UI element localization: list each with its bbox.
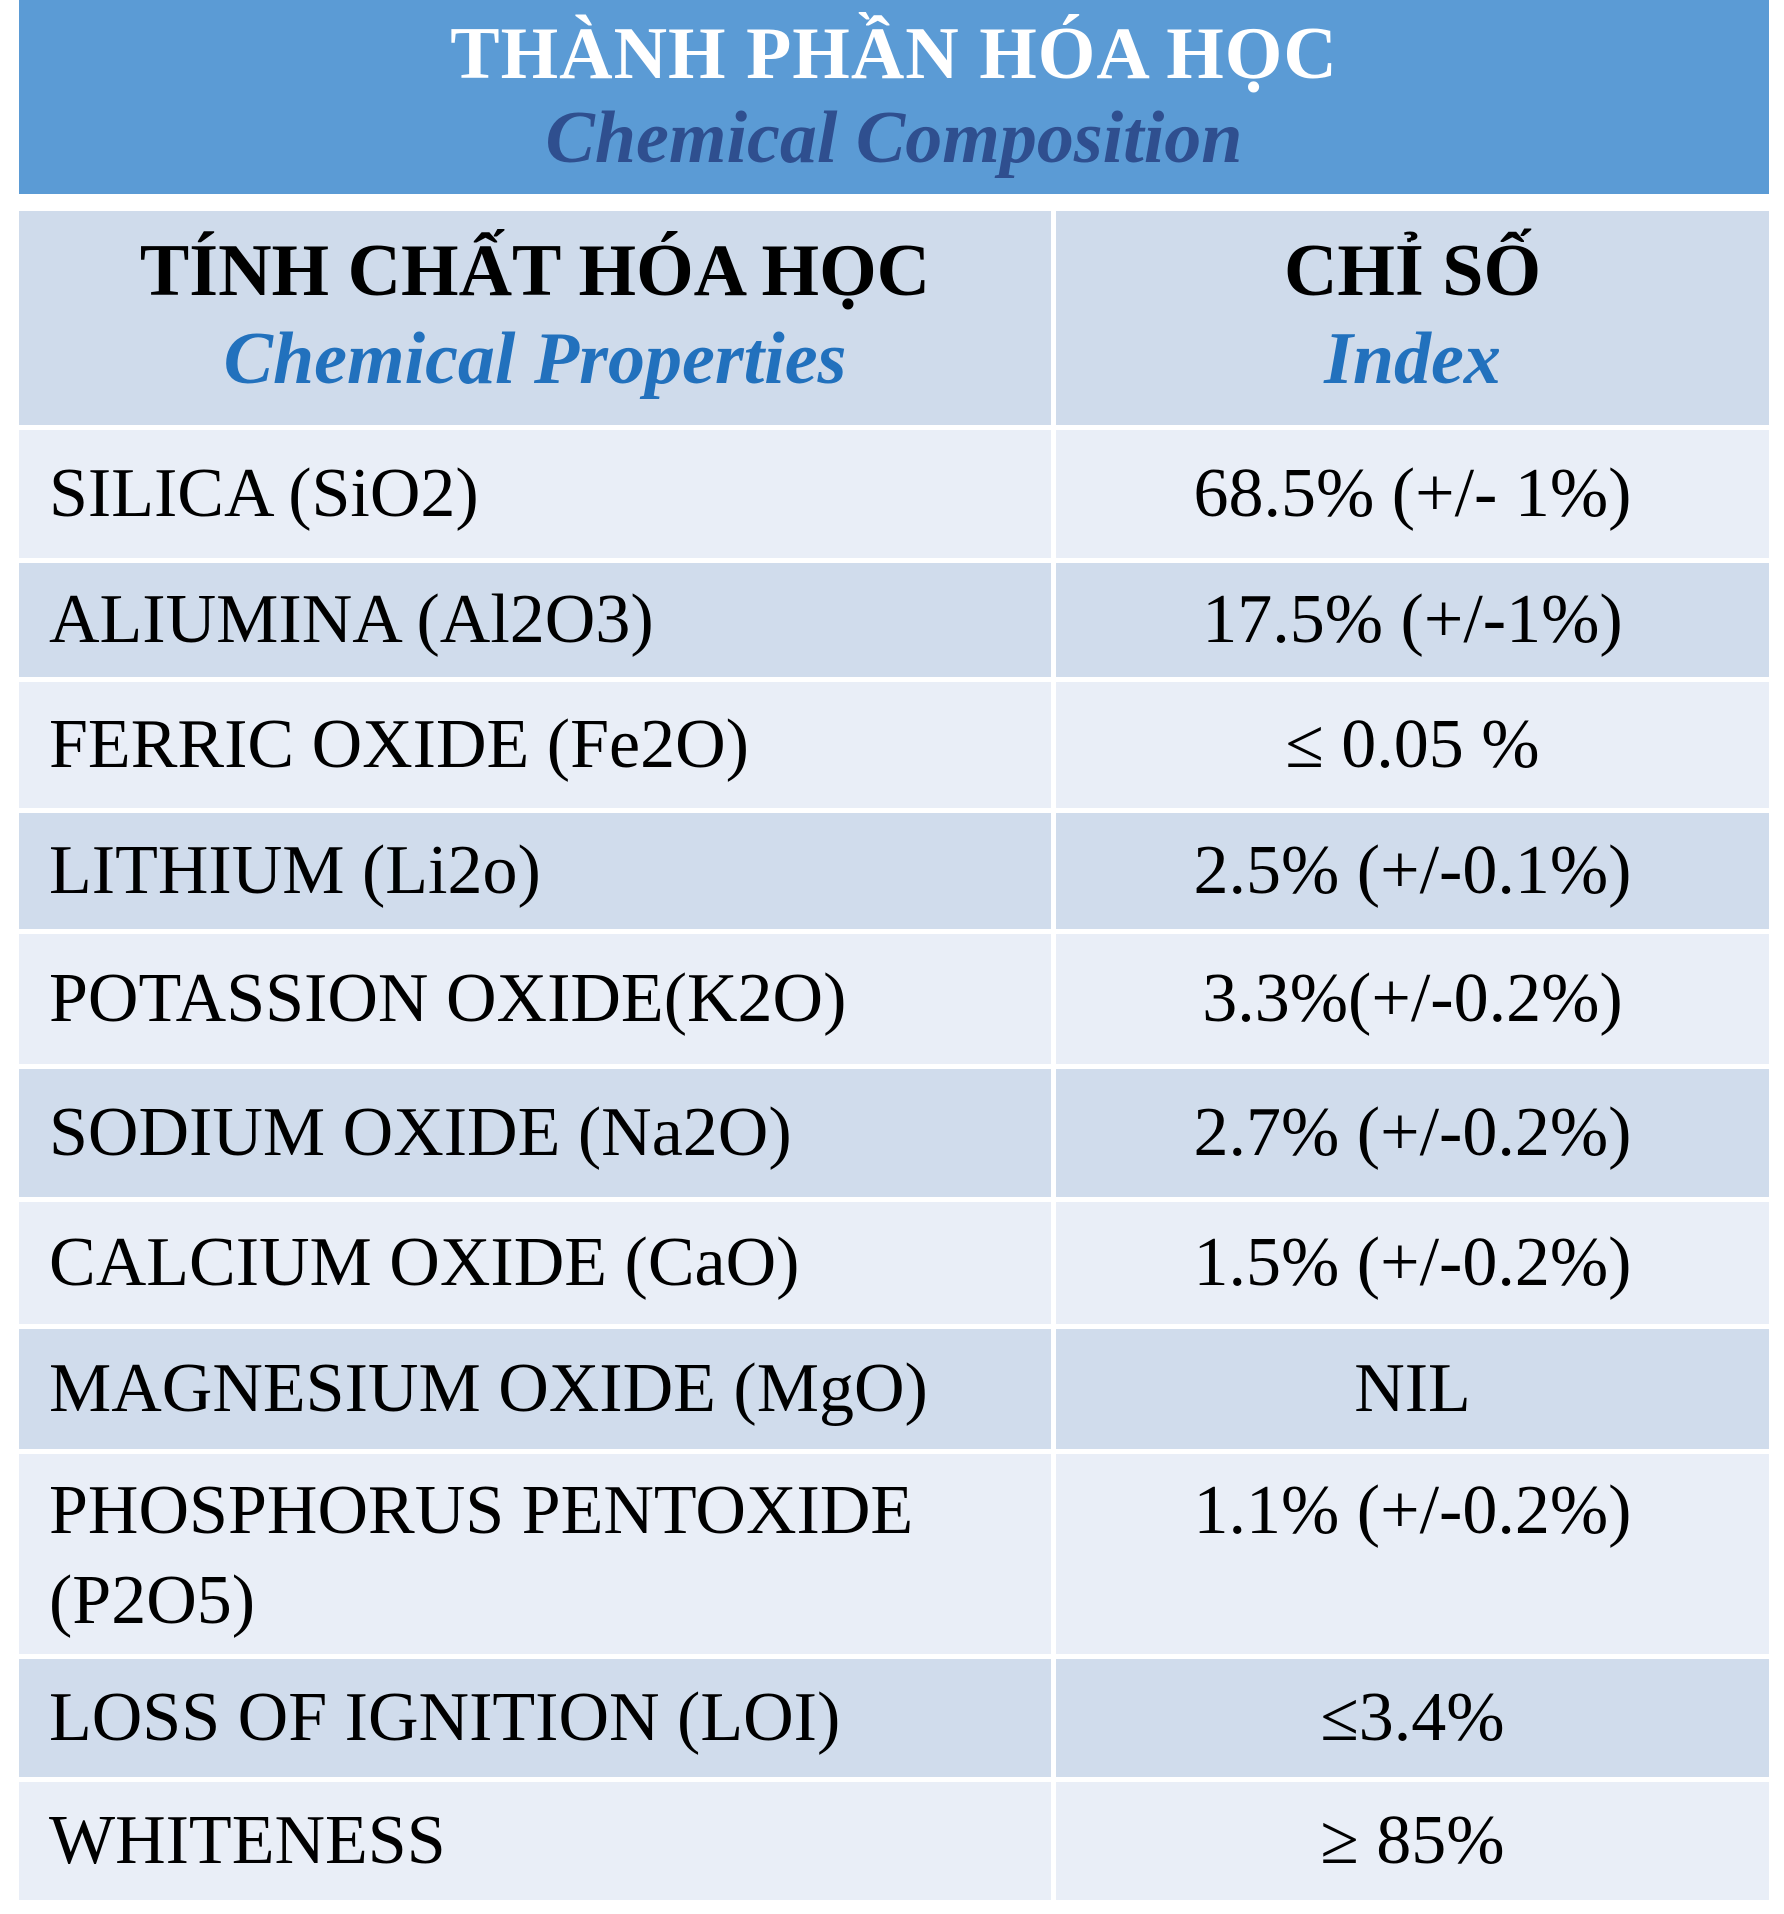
table-header-row: [19, 206, 1769, 425]
property-cell: SILICA (SiO2): [19, 430, 1056, 558]
table-row: [19, 1324, 1769, 1449]
table-row: [19, 1654, 1769, 1777]
table-row: [19, 1449, 1769, 1654]
header-index-label: CHỈ SỐ: [1283, 230, 1541, 312]
property-cell: POTASSION OXIDE(K2O): [19, 934, 1056, 1064]
index-cell: 17.5% (+/-1%): [1056, 563, 1769, 677]
property-cell: SODIUM OXIDE (Na2O): [19, 1069, 1056, 1197]
property-cell: CALCIUM OXIDE (CaO): [19, 1202, 1056, 1324]
table-row: [19, 1064, 1769, 1197]
table-row: [19, 425, 1769, 558]
property-cell: PHOSPHORUS PENTOXIDE (P2O5): [19, 1454, 1056, 1654]
banner-subtitle: Chemical Composition: [545, 97, 1243, 179]
index-cell: 1.5% (+/-0.2%): [1056, 1202, 1769, 1324]
composition-table: [19, 206, 1769, 1900]
index-cell: 3.3%(+/-0.2%): [1056, 934, 1769, 1064]
index-cell: 2.5% (+/-0.1%): [1056, 813, 1769, 929]
index-cell: 68.5% (+/- 1%): [1056, 430, 1769, 558]
table-row: [19, 1197, 1769, 1324]
table-row: [19, 558, 1769, 677]
banner-title: THÀNH PHẦN HÓA HỌC: [450, 13, 1338, 95]
index-cell: 2.7% (+/-0.2%): [1056, 1069, 1769, 1197]
table-row: [19, 929, 1769, 1064]
title-banner: [19, 0, 1769, 194]
header-cell-index: [1056, 211, 1769, 425]
index-cell: ≤ 0.05 %: [1056, 682, 1769, 808]
table-row: [19, 808, 1769, 929]
table-row: [19, 1777, 1769, 1900]
property-cell: ALIUMINA (Al2O3): [19, 563, 1056, 677]
property-cell: MAGNESIUM OXIDE (MgO): [19, 1329, 1056, 1449]
property-cell: LOSS OF IGNITION (LOI): [19, 1659, 1056, 1777]
header-index-sublabel: Index: [1324, 318, 1501, 400]
composition-sheet: [19, 0, 1769, 1900]
index-cell: 1.1% (+/-0.2%): [1056, 1454, 1769, 1654]
table-row: [19, 677, 1769, 808]
header-properties-label: TÍNH CHẤT HÓA HỌC: [139, 230, 931, 312]
header-cell-properties: [19, 211, 1056, 425]
property-cell: LITHIUM (Li2o): [19, 813, 1056, 929]
index-cell: ≥ 85%: [1056, 1782, 1769, 1900]
property-cell: WHITENESS: [19, 1782, 1056, 1900]
header-properties-sublabel: Chemical Properties: [223, 318, 847, 400]
index-cell: NIL: [1056, 1329, 1769, 1449]
index-cell: ≤3.4%: [1056, 1659, 1769, 1777]
property-cell: FERRIC OXIDE (Fe2O): [19, 682, 1056, 808]
